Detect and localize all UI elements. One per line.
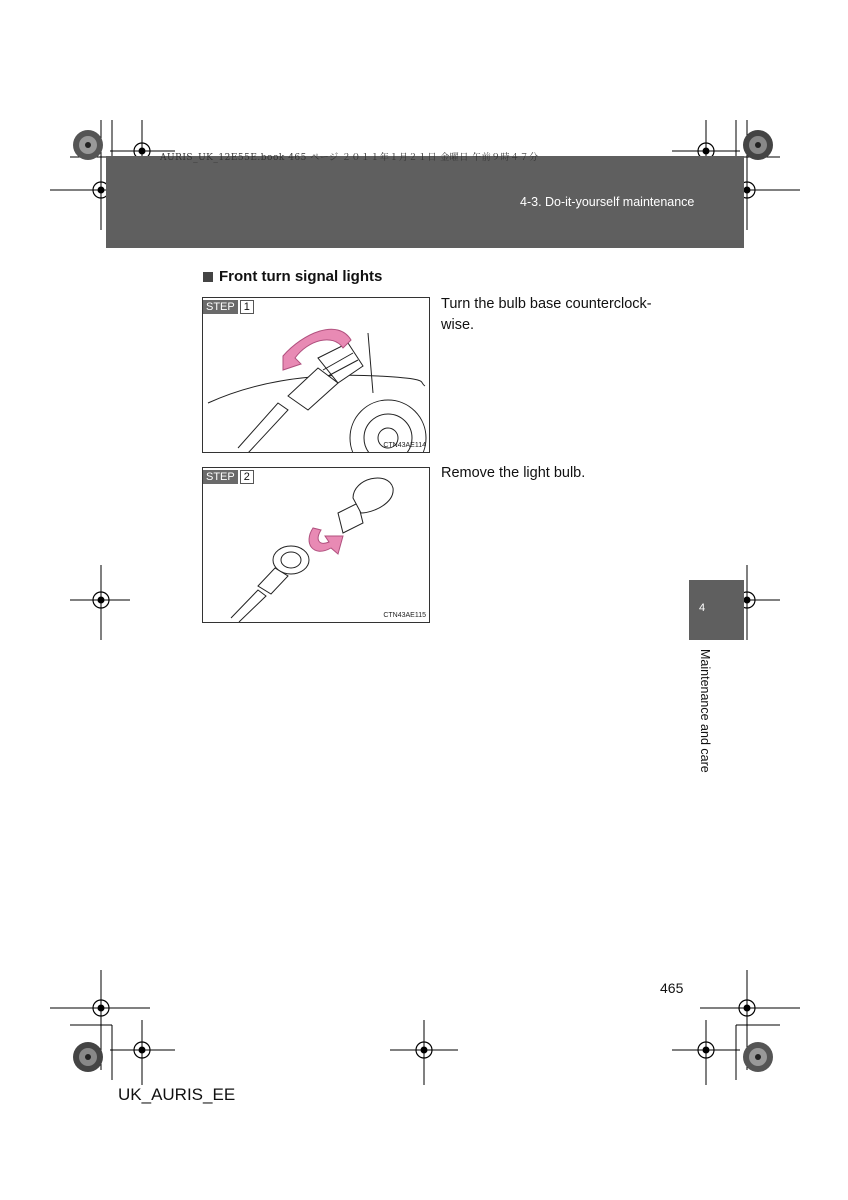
bulb-removal-illustration bbox=[203, 468, 429, 622]
step-2-instruction: Remove the light bulb. bbox=[441, 465, 586, 481]
step-2-figure bbox=[202, 467, 430, 623]
step-badge bbox=[203, 300, 254, 314]
step-1-figure bbox=[202, 297, 430, 453]
square-bullet-icon bbox=[203, 272, 213, 282]
step-label: STEP bbox=[203, 470, 238, 484]
step-1-instruction: Turn the bulb base counterclock-wise. bbox=[441, 296, 652, 333]
page-number: 465 bbox=[660, 980, 684, 996]
section-heading bbox=[203, 268, 382, 285]
step-badge bbox=[203, 470, 254, 484]
bulb-base-turn-illustration bbox=[203, 298, 429, 452]
section-title: 4-3. Do-it-yourself maintenance bbox=[520, 195, 695, 209]
chapter-tab bbox=[689, 580, 744, 640]
chapter-title: Maintenance and care bbox=[698, 649, 712, 773]
figure-code: CTN43AE115 bbox=[383, 612, 426, 619]
chapter-number: 4 bbox=[699, 602, 706, 614]
print-info: AURIS_UK_12E55E.book 465 ページ ２０１１年１月２１日 金曜日 午前９時４７分 bbox=[160, 153, 539, 163]
figure-code: CTN43AE114 bbox=[383, 442, 426, 449]
heading-text: Front turn signal lights bbox=[219, 268, 383, 285]
step-number: 2 bbox=[240, 470, 254, 484]
step-label: STEP bbox=[203, 300, 238, 314]
step-number: 1 bbox=[240, 300, 254, 314]
footer-code: UK_AURIS_EE bbox=[118, 1085, 236, 1104]
